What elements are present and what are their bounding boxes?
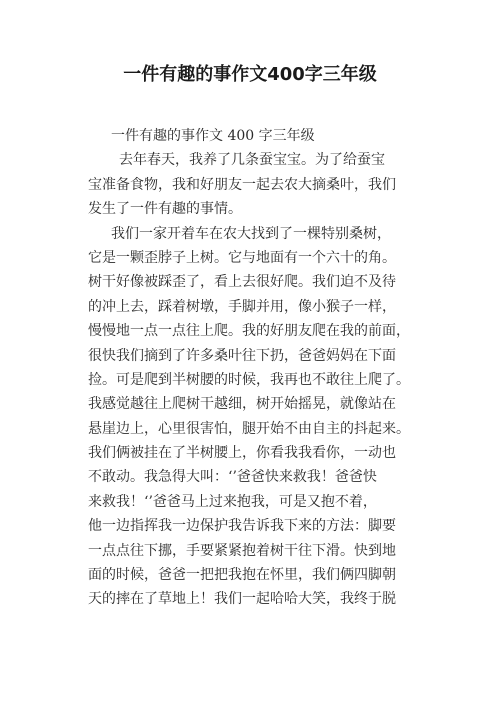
paragraph-line: 捡。可是爬到半树腰的时候，我再也不敢往上爬了。 [88,371,410,388]
paragraph-line: 它是一颗歪脖子上树。它与地面有一个六十的角。 [88,249,396,266]
paragraph-line: 他一边指挥我一边保护我告诉我下来的方法：脚要 [88,518,396,535]
paragraph-line: 面的时候，爸爸一把把我抱在怀里，我们俩四脚朝 [88,567,396,584]
paragraph-line: 发生了一件有趣的事情。 [88,201,242,218]
subtitle-line: 一件有趣的事作文 400 字三年级 [111,128,315,144]
paragraph-line: 我们一家开着车在农大找到了一棵特别桑树， [111,225,391,242]
paragraph-line: 一点点往下挪，手要紧紧抱着树干往下滑。快到地 [88,542,396,559]
paragraph-line: 不敢动。我急得大叫：‘’爸爸快来救我！爸爸快 [88,469,377,486]
paragraph-line: 悬崖边上，心里很害怕，腿开始不由自主的抖起来。 [88,420,410,437]
paragraph-line: 宝准备食物，我和好朋友一起去农大摘桑叶，我们 [88,176,396,193]
paragraph-line: 去年春天，我养了几条蚕宝宝。为了给蚕宝 [119,152,385,169]
paragraph-line: 树干好像被踩歪了，看上去很好爬。我们迫不及待 [88,274,396,291]
document-title: 一件有趣的事作文400字三年级 [123,64,377,85]
paragraph-line: 很快我们摘到了许多桑叶往下扔，爸爸妈妈在下面 [88,347,396,364]
paragraph-line: 的冲上去，踩着树墩，手脚并用，像小猴子一样， [88,298,396,315]
document-body [88,124,433,612]
paragraph-line: 慢慢地一点一点往上爬。我的好朋友爬在我的前面， [88,323,410,340]
paragraph-line: 来救我！‘’爸爸马上过来抱我，可是又抱不着， [88,493,377,510]
paragraph-line: 我们俩被挂在了半树腰上，你看我我看你，一动也 [88,445,396,462]
paragraph-line: 我感觉越往上爬树干越细，树开始摇晃，就像站在 [88,396,396,413]
paragraph-line: 天的摔在了草地上！我们一起哈哈大笑，我终于脱 [88,591,396,608]
